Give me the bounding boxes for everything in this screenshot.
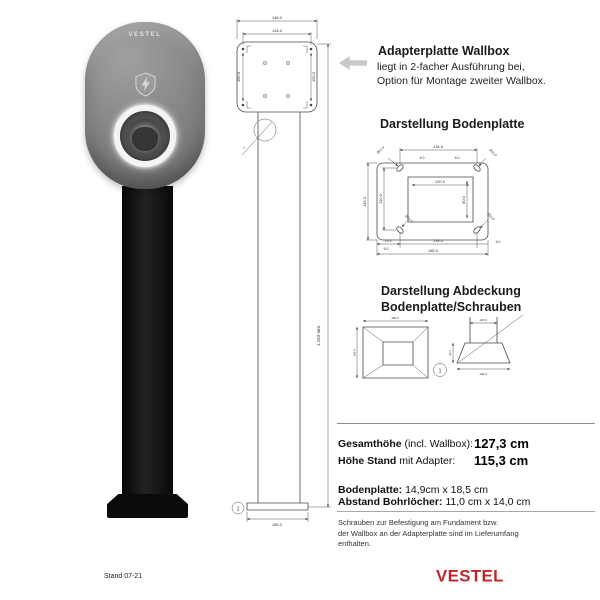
revision-note: Stand 07-21 — [104, 573, 143, 580]
spec-label-rest: (incl. Wallbox): — [401, 438, 473, 450]
spec-label-rest: mit Adapter: — [396, 455, 456, 467]
spec-value-hoehe-stand: 115,3 cm — [474, 453, 529, 468]
abdeckung-title-line1: Darstellung Abdeckung — [381, 284, 521, 298]
wallbox-brand-label: VESTEL — [128, 32, 162, 38]
photo-base-plate — [107, 494, 188, 518]
dim-label: 150.0 — [311, 71, 316, 83]
dim-label: 149.0 — [362, 196, 367, 208]
spec-label-bold: Bodenplatte: — [338, 484, 403, 496]
photo-wallbox — [85, 22, 205, 189]
item-marker-1: 1 — [438, 368, 442, 375]
dim-label: 185.0 — [391, 316, 399, 320]
vestel-logo: VESTEL — [436, 568, 504, 586]
adapter-desc-line2: Option für Montage zweiter Wallbox. — [377, 75, 546, 87]
footnote-line2: der Wallbox an der Adapterplatte sind im Lieferumfang — [338, 528, 519, 538]
dim-label: 6.0 — [383, 247, 389, 251]
stand-front-drawing — [224, 8, 342, 553]
spec-value-gesamthoehe: 127,3 cm — [474, 436, 529, 451]
dim-label: 134.0 — [271, 28, 283, 33]
detail-callout — [242, 119, 276, 155]
spec-row-gesamthoehe — [338, 438, 473, 450]
abdeckung-section-title — [381, 284, 581, 315]
bodenplatte-section-title: Darstellung Bodenplatte — [380, 117, 525, 131]
dim-label: Ø11.0 — [486, 211, 496, 222]
dim-label: 185.0 — [427, 248, 439, 253]
dim-label: 134.0 — [432, 144, 444, 149]
spec-label-bold: Abstand Bohrlöcher: — [338, 496, 443, 508]
dim-label: Ø11.0 — [404, 213, 414, 224]
dim-label: 149.0 — [352, 349, 357, 357]
shield-lightning-icon — [134, 72, 157, 97]
type2-socket-inlet — [132, 125, 158, 151]
divider-top — [337, 423, 595, 424]
dim-label: Ø11.0 — [488, 147, 498, 158]
dim-label: 120.0 — [434, 179, 446, 184]
photo-pole — [122, 186, 173, 496]
divider-bottom — [337, 511, 595, 512]
dim-label: 6.0 — [495, 240, 501, 244]
dim-label: 150.0 — [236, 71, 241, 83]
dim-label: 6.0 — [419, 156, 425, 160]
base-plate-dimensions — [362, 144, 500, 256]
item-marker-1: 1 — [236, 506, 240, 513]
pole-front-view — [258, 112, 300, 503]
cover-top-view — [353, 316, 429, 378]
pole-height-dimension — [308, 44, 331, 507]
dim-label: 110.0 — [378, 194, 383, 204]
footnote-line1: Schrauben zur Befestigung am Fundament bzw. — [338, 518, 499, 527]
adapter-plate-dimensions — [236, 15, 317, 101]
spec-value-inline: 14,9cm x 18,5 cm — [402, 484, 488, 496]
footnote-line3: enthalten. — [338, 539, 371, 548]
dim-label: Ø11.0 — [375, 145, 386, 155]
spec-row-bodenplatte — [338, 484, 488, 496]
base-plate-outline — [377, 163, 488, 240]
arrow-left-icon — [339, 56, 367, 70]
spec-row-hoehe-stand — [338, 455, 455, 467]
cover-drawing — [353, 313, 533, 393]
spec-value-inline: 11,0 cm x 14,0 cm — [442, 496, 531, 508]
base-plate-drawing — [358, 136, 510, 266]
adapter-section-title: Adapterplatte Wallbox — [378, 44, 510, 58]
abdeckung-title-line2: Bodenplatte/Schrauben — [381, 299, 522, 314]
detail-callout-label: 1 — [241, 145, 246, 150]
spec-label-bold: Gesamthöhe — [338, 438, 402, 450]
base-plate-side-view — [232, 502, 308, 527]
dim-label: 146.0 — [271, 15, 283, 20]
dim-label: 134.0 — [432, 238, 444, 243]
dim-label: 149.0 — [479, 372, 487, 376]
spec-row-bohrloecher — [338, 496, 530, 508]
cover-item-marker — [434, 364, 447, 377]
stand-height-label: 1.153 mm — [316, 325, 321, 347]
spec-label-bold: Höhe Stand — [338, 455, 397, 467]
dim-label: 19.5 — [384, 239, 392, 243]
adapter-desc-line1: liegt in 2-facher Ausführung bei, — [377, 61, 525, 73]
charging-socket — [128, 119, 162, 153]
dim-label: 120.0 — [479, 318, 487, 322]
dim-label: 6.0 — [454, 156, 460, 160]
cover-side-view — [448, 315, 523, 376]
dim-label: 80.0 — [461, 196, 466, 204]
charging-socket-ring — [114, 105, 176, 167]
footnote — [338, 518, 588, 550]
dim-label: 20.1 — [448, 350, 452, 356]
adapter-plate-top-view — [237, 42, 317, 112]
base-width-label: 185.0 — [271, 522, 283, 527]
